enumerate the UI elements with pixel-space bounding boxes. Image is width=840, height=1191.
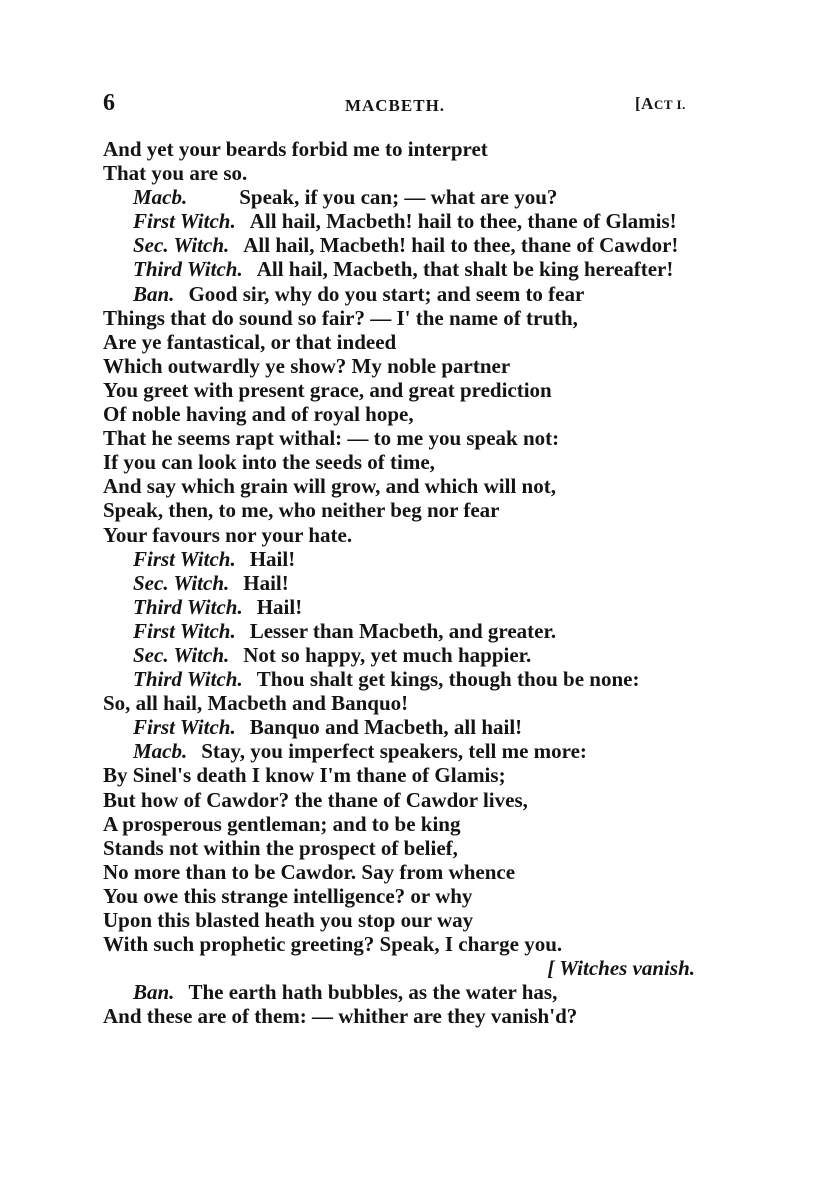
verse-line	[103, 932, 703, 956]
act-initial: A	[641, 94, 654, 113]
verse-line	[103, 474, 703, 498]
verse-line	[103, 715, 703, 739]
verse-line	[103, 185, 703, 209]
verse-line	[103, 884, 703, 908]
line-text: Your favours nor your hate.	[103, 522, 353, 547]
line-text: Banquo and Macbeth, all hail!	[249, 715, 523, 740]
speaker-name: First Witch.	[133, 546, 236, 571]
act-marker	[635, 94, 686, 114]
line-text: Hail!	[256, 594, 303, 619]
line-text: A prosperous gentleman; and to be king	[103, 811, 461, 836]
verse-line	[103, 667, 703, 691]
line-text: Of noble having and of royal hope,	[103, 402, 414, 427]
line-text: You owe this strange intelligence? or why	[103, 883, 473, 908]
line-text: Stay, you imperfect speakers, tell me more:	[201, 739, 587, 764]
speaker-name: Third Witch.	[133, 667, 243, 692]
verse-line	[103, 330, 703, 354]
line-text: By Sinel's death I know I'm thane of Glamis;	[103, 763, 506, 788]
verse-line	[103, 571, 703, 595]
verse-line	[103, 426, 703, 450]
verse-line	[103, 233, 703, 257]
verse-line	[103, 908, 703, 932]
line-text: All hail, Macbeth, that shalt be king hereafter!	[256, 257, 674, 282]
verse-line	[103, 547, 703, 571]
verse-line	[103, 788, 703, 812]
line-text: With such prophetic greeting? Speak, I charge you.	[103, 932, 563, 957]
line-text: Thou shalt get kings, though thou be none:	[256, 667, 640, 692]
line-text: Which outwardly ye show? My noble partner	[103, 353, 511, 378]
stage-direction	[103, 956, 695, 980]
line-text: Things that do sound so fair? — I' the name of truth,	[103, 305, 578, 330]
line-text: But how of Cawdor? the thane of Cawdor lives,	[103, 787, 528, 812]
verse-line	[103, 1004, 703, 1028]
speaker-name: Third Witch.	[133, 594, 243, 619]
line-text: No more than to be Cawdor. Say from whence	[103, 859, 516, 884]
line-text: Speak, if you can; — what are you?	[239, 185, 558, 210]
line-text: And say which grain will grow, and which will not,	[103, 474, 556, 499]
line-text: All hail, Macbeth! hail to thee, thane of Glamis!	[249, 209, 677, 234]
line-text: You greet with present grace, and great prediction	[103, 377, 552, 402]
verse-line	[103, 450, 703, 474]
verse-line	[103, 378, 703, 402]
verse-line	[103, 739, 703, 763]
speaker-name: First Witch.	[133, 209, 236, 234]
speaker-name: Sec. Witch.	[133, 570, 230, 595]
verse-line	[103, 595, 703, 619]
running-header	[0, 90, 840, 124]
verse-line	[103, 306, 703, 330]
verse-line	[103, 282, 703, 306]
speaker-name: Sec. Witch.	[133, 233, 230, 258]
verse-line	[103, 763, 703, 787]
line-text: Speak, then, to me, who neither beg nor fear	[103, 498, 500, 523]
speaker-name: Macb.	[133, 739, 188, 764]
speaker-name: Macb.	[133, 185, 188, 210]
line-text: Not so happy, yet much happier.	[243, 642, 532, 667]
line-text: Hail!	[249, 546, 296, 571]
verse-line	[103, 980, 703, 1004]
line-text: That he seems rapt withal: — to me you speak not:	[103, 426, 560, 451]
verse-line	[103, 209, 703, 233]
verse-line	[103, 619, 703, 643]
verse-line	[103, 860, 703, 884]
line-text: So, all hail, Macbeth and Banquo!	[103, 691, 409, 716]
line-text: Upon this blasted heath you stop our way	[103, 908, 474, 932]
act-smallcaps: CT I.	[653, 97, 686, 112]
verse-line	[103, 812, 703, 836]
verse-line	[103, 257, 703, 281]
line-text: And yet your beards forbid me to interpret	[103, 137, 488, 161]
line-text: The earth hath bubbles, as the water has,	[188, 980, 558, 1005]
line-text: Stands not within the prospect of belief,	[103, 835, 458, 860]
verse-line	[103, 402, 703, 426]
verse-line	[103, 498, 703, 522]
page-number: 6	[103, 90, 115, 116]
line-text: All hail, Macbeth! hail to thee, thane of Cawdor!	[243, 233, 679, 258]
verse-line	[103, 354, 703, 378]
line-text: If you can look into the seeds of time,	[103, 450, 435, 475]
verse-line	[103, 691, 703, 715]
verse-line	[103, 836, 703, 860]
speaker-name: First Witch.	[133, 618, 236, 643]
line-text: That you are so.	[103, 161, 248, 186]
act-bracket: [	[635, 94, 642, 113]
speaker-name: First Witch.	[133, 715, 236, 740]
line-text: And these are of them: — whither are they vanish'd?	[103, 1004, 578, 1029]
stage-direction-text: [ Witches vanish.	[547, 956, 695, 981]
verse-line	[103, 161, 703, 185]
play-text	[103, 137, 703, 1028]
verse-line	[103, 523, 703, 547]
speaker-name: Third Witch.	[133, 257, 243, 282]
line-text: Hail!	[243, 570, 289, 595]
speaker-name: Ban.	[133, 980, 175, 1005]
speaker-name: Sec. Witch.	[133, 642, 230, 667]
line-text: Are ye fantastical, or that indeed	[103, 329, 397, 354]
running-title: MACBETH.	[344, 96, 446, 115]
verse-line	[103, 643, 703, 667]
line-text: Good sir, why do you start; and seem to fear	[188, 281, 585, 306]
verse-line	[103, 137, 703, 161]
line-text: Lesser than Macbeth, and greater.	[249, 618, 557, 643]
speaker-name: Ban.	[133, 281, 175, 306]
